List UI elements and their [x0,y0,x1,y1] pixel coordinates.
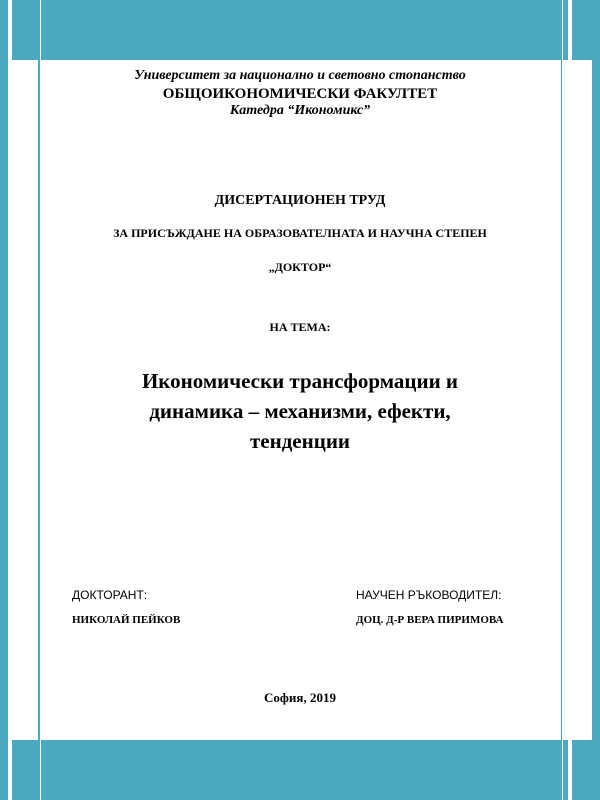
title-line: тенденции [249,429,351,453]
work-type: ДИСЕРТАЦИОНЕН ТРУД [214,193,386,208]
left-band-divider [40,0,41,800]
department-name: Катедра “Икономикс” [229,103,371,118]
right-side-gap [568,0,572,800]
left-side-gap [8,0,12,800]
degree-purpose: ЗА ПРИСЪЖДАНЕ НА ОБРАЗОВАТЕЛНАТА И НАУЧНА СТЕПЕН [113,226,487,240]
doctorant-name: НИКОЛАЙ ПЕЙКОВ [72,614,181,626]
left-side-bar [0,60,8,740]
top-decorative-band [0,0,600,60]
doctorant-label: ДОКТОРАНТ: [72,588,148,602]
right-band-divider [562,0,563,800]
right-side-bar [592,60,600,740]
faculty-name: ОБЩОИКОНОМИЧЕСКИ ФАКУЛТЕТ [162,86,438,102]
title-line: Икономически трансформации и [141,369,459,393]
topic-label: НА ТЕМА: [269,320,331,334]
dissertation-title [100,366,500,456]
title-line: динамика – механизми, ефекти, [149,399,451,423]
place-and-year: София, 2019 [264,690,336,705]
advisor-label: НАУЧЕН РЪКОВОДИТЕЛ: [356,588,502,602]
advisor-name: ДОЦ. Д-Р ВЕРА ПИРИМОВА [356,614,504,626]
bottom-decorative-band [0,740,600,800]
university-name: Университет за национално и световно стопанство [134,68,466,83]
degree-name: „ДОКТОР“ [268,260,332,274]
